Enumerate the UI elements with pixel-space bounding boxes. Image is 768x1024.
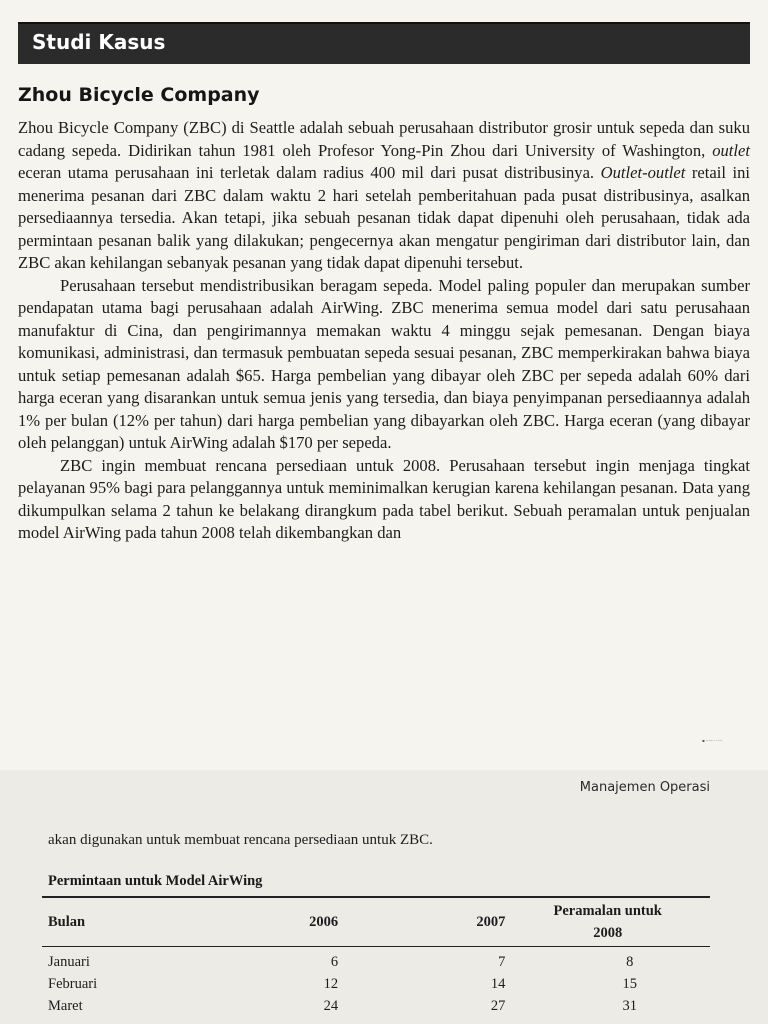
table-row <box>42 995 710 1017</box>
text-run: Zhou Bicycle Company (ZBC) di Seattle adalah sebuah perusahaan distributor grosir untuk sepeda dan suku cadang sepeda. Didirikan tahun 1981 oleh Profesor Yong-Pin Zhou dari University of Washington, <box>18 118 750 160</box>
header-2007: 2007 <box>476 913 506 930</box>
italic-run: Outlet-outlet <box>600 163 686 182</box>
cell-2006: 6 <box>330 953 339 970</box>
book-page-bottom <box>0 770 768 1024</box>
running-footer: Manajemen Operasi <box>579 780 710 795</box>
italic-run: outlet <box>712 140 750 160</box>
text-run: Perusahaan tersebut mendistribusikan beragam sepeda. Model paling populer dan merupakan sumber pendapatan utama bagi perusahaan adalah AirWing. ZBC menerima semua model dari satu perusahaan manufaktur di Cina, dan pengirimannya memakan waktu 4 minggu sejak pemesanan. Dengan biaya komunikasi, administrasi, dan termasuk pembuatan sepeda sesuai pesanan, ZBC memperkirakan bahwa biaya untuk setiap pemesanan adalah $65. Harga pembelian yang dibayar oleh ZBC per sepeda adalah 60% dari harga eceran yang disarankan untuk semua jenis yang tersedia, dan biaya penyimpanan persediaannya adalah 1% per bulan (12% per tahun) dari harga pembelian yang dibayarkan oleh ZBC. Harga eceran (yang dibayar oleh pelanggan) untuk AirWing adalah $170 per sepeda. <box>18 275 750 452</box>
text-run: ZBC ingin membuat rencana persediaan untuk 2008. Perusahaan tersebut ingin menjaga tingkat pelayanan 95% bagi para pelanggannya untuk meminimalkan kerugian karena kehilangan pesanan. Data yang dikumpulkan selama 2 tahun ke belakang dirangkum pada tabel berikut. Sebuah peramalan untuk penjualan model AirWing pada tahun 2008 telah dikembangkan dan <box>18 455 750 542</box>
header-forecast-line2: 2008 <box>593 925 623 941</box>
text-run: retail ini menerima pesanan dari ZBC dalam waktu 2 hari setelah pemberitahuan pada pusat distribusinya, asalkan persediaannya tersedia. Akan tetapi, jika sebuah pesanan tidak dapat dipenuhi oleh perusahaan, tidak ada permintaan pesanan balik yang dilakukan; pengecernya akan mengatur pengiriman dari distributor lain, dan ZBC akan kehilangan sebanyak pesanan yang tidak dapat dipenuhi tersebut. <box>18 163 751 272</box>
case-study-title: Zhou Bicycle Company <box>18 84 260 106</box>
cell-2006: 12 <box>323 975 339 992</box>
section-banner <box>18 22 750 64</box>
case-study-body <box>18 117 750 545</box>
cell-2007: 27 <box>490 997 506 1014</box>
cell-forecast: 8 <box>626 953 634 970</box>
cell-forecast: 15 <box>622 975 637 992</box>
header-2006: 2006 <box>309 913 339 930</box>
cell-2007: 7 <box>498 953 506 970</box>
header-forecast <box>505 897 710 947</box>
text-run: eceran utama perusahaan ini terletak dalam radius 400 mil dari pusat distribusinya. <box>18 163 601 182</box>
table-row <box>42 947 710 974</box>
continuation-text: akan digunakan untuk membuat rencana persediaan untuk ZBC. <box>48 832 433 848</box>
body-paragraph <box>18 455 750 545</box>
cell-month: Januari <box>48 953 90 970</box>
table-title: Permintaan untuk Model AirWing <box>48 873 263 889</box>
body-paragraph <box>18 117 750 275</box>
table-row <box>42 973 710 995</box>
cell-forecast: 31 <box>622 997 637 1014</box>
header-forecast-line1: Peramalan untuk <box>553 903 662 919</box>
body-paragraph <box>18 275 750 455</box>
scanner-watermark: ▪ ······· ····· <box>702 738 723 743</box>
header-month: Bulan <box>48 913 86 930</box>
table-header-row <box>42 897 710 947</box>
cell-2006: 24 <box>323 997 339 1014</box>
cell-month: Maret <box>48 997 83 1014</box>
cell-month: Februari <box>48 975 98 992</box>
demand-table <box>42 896 710 1017</box>
section-banner-label: Studi Kasus <box>32 30 166 54</box>
cell-2007: 14 <box>490 975 506 992</box>
